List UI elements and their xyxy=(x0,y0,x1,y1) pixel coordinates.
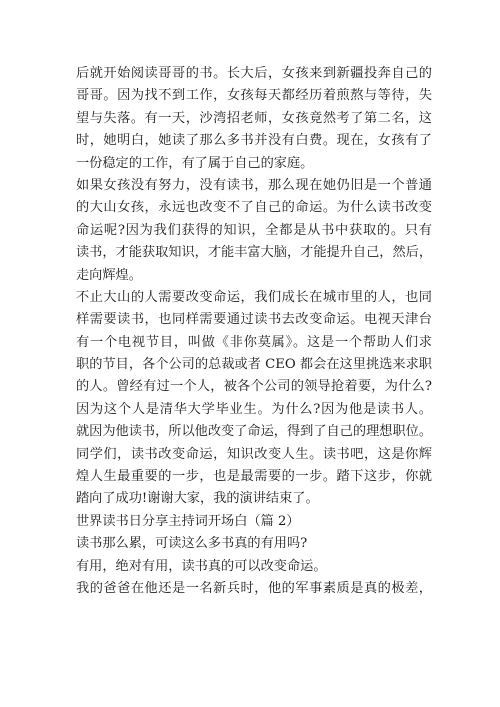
text-line: 望与失落。有一天，沙湾招老师，女孩竟然考了第二名，这 xyxy=(76,110,432,126)
text-line: 样需要读书，也同样需要通过读书去改变命运。电视天津台 xyxy=(76,312,432,328)
text-line: 踏向了成功!谢谢大家，我的演讲结束了。 xyxy=(76,491,319,507)
text-line: 哥哥。因为找不到工作，女孩每天都经历着煎熬与等待，失 xyxy=(76,88,432,104)
text-line: 走向辉煌。 xyxy=(76,267,142,283)
text-line: 我的爸爸在他还是一名新兵时，他的军事素质是真的极差， xyxy=(76,580,432,596)
text-line: 就因为他读书，所以他改变了命运，得到了自己的理想职位。 xyxy=(76,424,432,440)
text-line: 的人。曾经有过一个人，被各个公司的领导抢着要，为什么? xyxy=(76,379,432,395)
text-line: 因为这个人是清华大学毕业生。为什么?因为他是读书人。 xyxy=(76,401,432,417)
text-line: 读书那么累，可读这么多书真的有用吗? xyxy=(76,536,308,552)
text-line: 有用，绝对有用，读书真的可以改变命运。 xyxy=(76,558,327,574)
text-line: 命运呢?因为我们获得的知识，全都是从书中获取的。只有 xyxy=(76,222,432,238)
text-line: 读书，才能获取知识，才能丰富大脑，才能提升自己，然后， xyxy=(76,245,432,261)
section-heading: 世界读书日分享主持词开场白（篇 2） xyxy=(76,513,300,529)
text-line: 职的节目，各个公司的总裁或者 CEO 都会在这里挑选来求职 xyxy=(76,357,432,373)
text-line: 煌人生最重要的一步，也是最需要的一步。踏下这步，你就 xyxy=(76,469,432,485)
text-line: 同学们，读书改变命运，知识改变人生。读书吧，这是你辉 xyxy=(76,446,432,462)
text-line: 一份稳定的工作，有了属于自己的家庭。 xyxy=(76,155,314,171)
text-line: 后就开始阅读哥哥的书。长大后，女孩来到新疆投奔自己的 xyxy=(76,66,432,81)
body-text xyxy=(76,63,432,600)
text-line: 如果女孩没有努力，没有读书，那么现在她仍旧是一个普通 xyxy=(76,177,432,193)
text-line: 有一个电视节目，叫做《非你莫属》。这是一个帮助人们求 xyxy=(76,334,432,350)
text-line: 不止大山的人需要改变命运，我们成长在城市里的人，也同 xyxy=(76,289,432,305)
text-line: 的大山女孩，永远也改变不了自己的命运。为什么读书改变 xyxy=(76,200,432,216)
text-line: 时，她明白，她读了那么多书并没有白费。现在，女孩有了 xyxy=(76,133,432,149)
